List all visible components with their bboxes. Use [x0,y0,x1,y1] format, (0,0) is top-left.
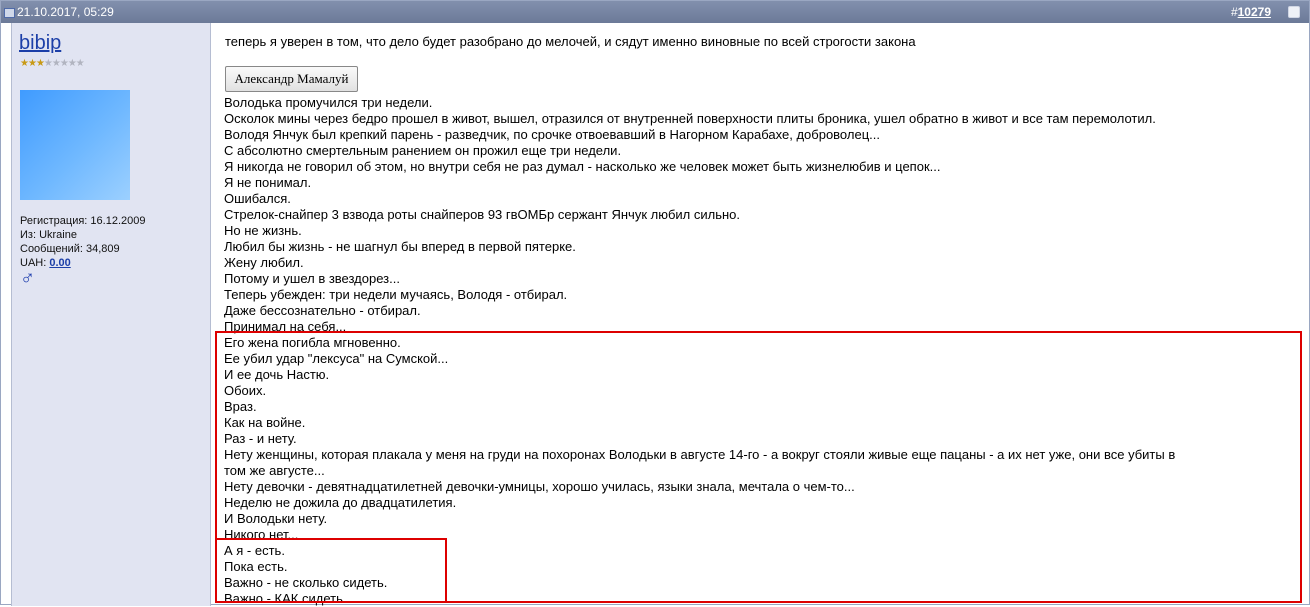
post-body-line: И Володьки нету. [224,511,328,526]
post-body-line: Неделю не дожила до двадцатилетия. [224,495,457,510]
post-number-link[interactable]: 10279 [1237,5,1271,19]
post-body-line: Осколок мины через бедро прошел в живот, вышел, отразился от внутренней поверхности плиты броника, ушел обратно в живот и все там перемолотил. [224,111,1156,126]
post-content [222,23,1306,606]
avatar[interactable] [20,90,130,200]
post-body-line: Нету девочки - девятнадцатилетней девочки-умницы, хорошо училась, языки знала, мечтала о чем-то... [224,479,855,494]
post-body-line: Обоих. [224,383,267,398]
post-header [1,1,1309,23]
post-select-checkbox[interactable] [1288,6,1300,18]
post-body-line: Любил бы жизнь - не шагнул бы вперед в первой пятерке. [224,239,576,254]
uah-line: UAH: 0.00 [20,257,71,269]
star-icon: ★ [35,58,44,69]
post-date: 21.10.2017, 05:29 [17,5,114,19]
post-body-line: Ее убил удар "лексуса" на Сумской... [224,351,449,366]
post-body-line: Но не жизнь. [224,223,302,238]
uah-value-link[interactable]: 0.00 [49,257,71,269]
post-body-line: Принимал на себя... [224,319,347,334]
post-body-line: Володя Янчук был крепкий парень - разведчик, по срочке отвоевавший в Нагорном Карабахе, доброволец... [224,127,880,142]
post-body-line: А я - есть. [224,543,285,558]
user-panel [11,23,211,606]
star-icon: ★ [75,58,84,69]
post-body-line: Володька промучился три недели. [224,95,433,110]
post-body-line: И ее дочь Настю. [224,367,330,382]
post-body-line: Стрелок-снайпер 3 взвода роты снайперов 93 гвОМБр сержант Янчук любил сильно. [224,207,741,222]
post-count-line: Сообщений: 34,809 [20,243,120,255]
post-body-line: Потому и ушел в звездорез... [224,271,400,286]
post-body-line: Важно - КАК сидеть. [224,591,347,606]
post-body-line: Враз. [224,399,257,414]
post-body-line: С абсолютно смертельным ранением он прожил еще три недели. [224,143,622,158]
star-icon: ★ [27,58,36,69]
post-body-line: Нету женщины, которая плакала у меня на груди на похоронах Володьки в августе 14-го - а вокруг стояли живые еще пацаны - а их нет уже, они все убиты в [224,447,1176,462]
post-body-line: Его жена погибла мгновенно. [224,335,401,350]
user-info [20,214,205,270]
post-body-line: Пока есть. [224,559,288,574]
star-icon: ★ [67,58,76,69]
quote-author-button[interactable]: Александр Мамалуй [225,66,358,92]
post-body-line: Я никогда не говорил об этом, но внутри себя не раз думал - насколько же человек может быть жизнелюбив и цепок... [224,159,941,174]
post-body-line: Теперь убежден: три недели мучаясь, Володя - отбирал. [224,287,568,302]
post-body-line: Жену любил. [224,255,304,270]
post-body-line: Как на войне. [224,415,306,430]
post-body-line: Раз - и нету. [224,431,297,446]
reputation-stars [20,58,84,69]
post-status-icon [4,8,15,18]
post-body-line: Даже бессознательно - отбирал. [224,303,421,318]
post-body-line: Никого нет... [224,527,299,542]
male-gender-icon: ♂ [20,267,35,289]
post-body [224,95,1304,607]
username-link[interactable]: bibip [19,32,62,54]
post-body-line: Я не понимал. [224,175,312,190]
post-body-line: том же августе... [224,463,325,478]
star-icon: ★ [20,58,28,69]
star-icon: ★ [51,58,60,69]
reg-date-line: Регистрация: 16.12.2009 [20,215,146,227]
post-body-line: Важно - не сколько сидеть. [224,575,388,590]
star-icon: ★ [43,58,52,69]
post-number-prefix: # [1230,5,1238,19]
post-number [1231,5,1271,19]
post-body-line: Ошибался. [224,191,291,206]
post-intro-text: теперь я уверен в том, что дело будет разобрано до мелочей, и сядут именно виновные по всей строгости закона [225,34,916,49]
star-icon: ★ [59,58,68,69]
location-line: Из: Ukraine [20,229,77,241]
